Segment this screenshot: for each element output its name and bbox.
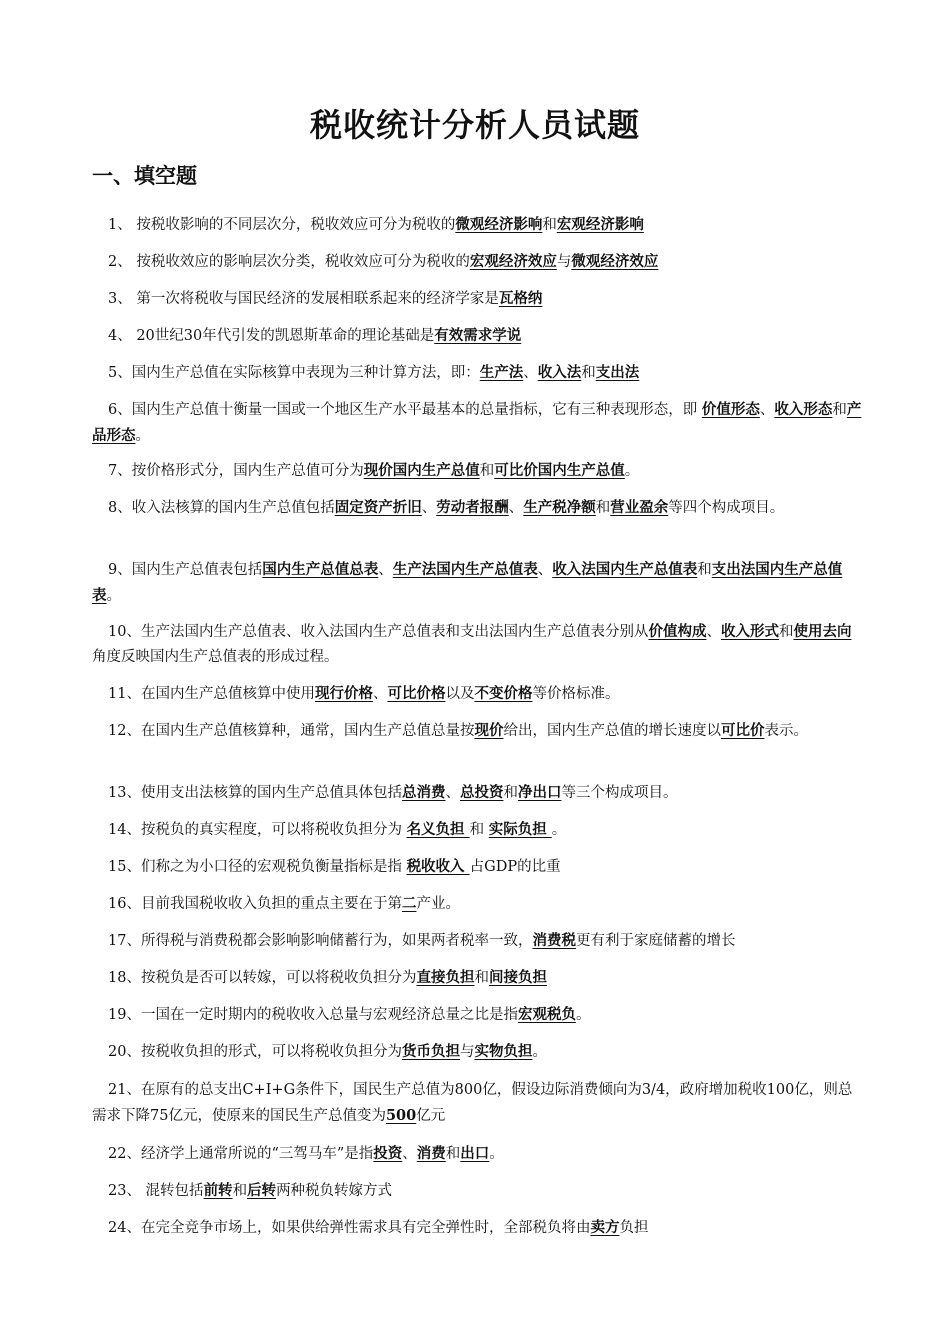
question-text: 和 — [503, 785, 518, 801]
answer-blank: 税收收入 — [406, 858, 470, 875]
question-text: 、 — [759, 402, 775, 418]
question-text: 角度反映国内生产总值表的形成过程。 — [92, 649, 339, 665]
answer-blank: 后转 — [247, 1182, 277, 1199]
answer-blank: 宏观经济影响 — [556, 216, 644, 233]
answer-blank: 直接负担 — [416, 969, 475, 986]
question-text: 。 — [532, 1044, 547, 1060]
question-text: 和 — [542, 217, 557, 233]
question-text: 和 — [469, 822, 489, 838]
question-text: 23、 混转包括 — [108, 1183, 204, 1199]
question-text: 等价格标准。 — [532, 686, 620, 702]
answer-blank: 消费税 — [532, 932, 576, 949]
question-text: 。 — [551, 822, 567, 838]
question-item — [92, 323, 862, 349]
question-text: 。 — [575, 1007, 591, 1023]
question-text: 与 — [556, 254, 572, 270]
question-text: 2、 按税收效应的影响层次分类，税收效应可分为税收的 — [108, 254, 470, 270]
question-text: 。 — [135, 428, 150, 444]
answer-blank: 固定资产折旧 — [334, 499, 422, 516]
question-text: 14、按税负的真实程度，可以将税收负担分为 — [108, 822, 407, 838]
question-item — [92, 495, 862, 521]
question-text: 等三个构成项目。 — [561, 785, 678, 801]
question-item — [92, 249, 862, 275]
answer-blank: 可比价 — [720, 722, 765, 739]
answer-blank: 不变价格 — [474, 685, 533, 702]
question-text: 和 — [474, 970, 489, 986]
question-text: 等四个构成项目。 — [668, 500, 785, 516]
question-item — [92, 360, 862, 386]
answer-blank: 收入法 — [537, 364, 582, 381]
question-text: 19、一国在一定时期内的税收收入总量与宏观经济总量之比是指 — [108, 1007, 518, 1023]
question-text: 产业。 — [416, 896, 460, 912]
question-text: 16、目前我国税收收入负担的重点主要在于第 — [108, 896, 402, 912]
question-text: 亿元 — [416, 1108, 446, 1124]
answer-blank: 支出法 — [595, 364, 640, 381]
answer-blank: 宏观税负 — [517, 1006, 576, 1023]
answer-blank: 二 — [401, 895, 417, 912]
answer-blank: 产品形态 — [92, 401, 862, 444]
question-text: 10、生产法国内生产总值表、收入法国内生产总值表和支出法国内生产总值表分别从 — [108, 624, 649, 640]
question-text: 给出，国内生产总值的增长速度以 — [503, 723, 721, 739]
question-text: 和 — [778, 624, 794, 640]
question-text: 4、 20世纪30年代引发的凯恩斯革命的理论基础是 — [108, 328, 435, 344]
answer-blank: 投资 — [373, 1145, 403, 1162]
answer-blank: 国内生产总值总表 — [262, 561, 379, 578]
answer-blank: 瓦格纳 — [498, 290, 543, 307]
question-item — [92, 1078, 862, 1129]
question-text: 表示。 — [764, 723, 808, 739]
question-text: 。 — [624, 463, 640, 479]
question-text: 、 — [508, 500, 524, 516]
question-text: 8、收入法核算的国内生产总值包括 — [108, 500, 335, 516]
question-text: 和 — [581, 365, 596, 381]
question-text: 21、在原有的总支出C+I+G条件下，国民生产总值为800亿，假设边际消费倾向为3/4，政府增加税收100亿，则总需求下降75亿元，使原来的国民生产总值变为 — [92, 1082, 853, 1124]
page-title: 税收统计分析人员试题 — [309, 106, 640, 144]
answer-blank: 间接负担 — [488, 969, 547, 986]
section-heading: 一、填空题 — [92, 164, 197, 188]
answer-blank: 生产税净额 — [523, 499, 596, 516]
answer-blank: 前转 — [203, 1182, 233, 1199]
answer-blank: 收入法国内生产总值表 — [552, 561, 698, 578]
question-item — [92, 286, 862, 312]
question-item — [92, 1039, 862, 1065]
question-item — [92, 458, 862, 484]
question-text: 负担 — [619, 1220, 649, 1236]
answer-blank: 微观经济影响 — [455, 216, 543, 233]
question-text: 、 — [402, 1146, 417, 1162]
question-item — [92, 965, 862, 991]
answer-blank: 可比价格 — [387, 685, 446, 702]
answer-blank: 货币负担 — [401, 1043, 460, 1060]
question-text: 17、所得税与消费税都会影响影响储蓄行为，如果两者税率一致， — [108, 933, 533, 949]
answer-blank: 实际负担 — [488, 821, 552, 838]
answer-blank: 净出口 — [517, 784, 562, 801]
question-text: 更有利于家庭储蓄的增长 — [575, 933, 736, 949]
question-item — [92, 1002, 862, 1028]
question-text: 和 — [697, 562, 712, 578]
question-text: 、 — [537, 562, 553, 578]
question-text: 与 — [459, 1044, 475, 1060]
question-text: 和 — [832, 402, 847, 418]
answer-blank: 价值形态 — [701, 401, 760, 418]
question-text: 、 — [372, 686, 388, 702]
question-text: 。 — [489, 1146, 504, 1162]
question-text: 和 — [445, 1146, 461, 1162]
question-text: 和 — [479, 463, 495, 479]
question-text: 和 — [595, 500, 611, 516]
question-text: 24、在完全竞争市场上，如果供给弹性需求具有完全弹性时，全部税负将由 — [108, 1220, 591, 1236]
question-text: 13、使用支出法核算的国内生产总值具体包括 — [108, 785, 402, 801]
answer-blank: 价值构成 — [648, 623, 707, 640]
question-text: 7、按价格形式分，国内生产总值可分为 — [108, 463, 364, 479]
answer-blank: 实物负担 — [474, 1043, 533, 1060]
answer-blank: 消费 — [416, 1145, 446, 1162]
question-item — [92, 854, 862, 880]
question-text: 22、经济学上通常所说的“三驾马车”是指 — [108, 1146, 374, 1162]
question-item — [92, 718, 862, 744]
question-text: 18、按税负是否可以转嫁，可以将税收负担分为 — [108, 970, 417, 986]
answer-blank: 微观经济效应 — [571, 253, 659, 270]
question-text: 11、在国内生产总值核算中使用 — [108, 686, 315, 702]
question-text: 3、 第一次将税收与国民经济的发展相联系起来的经济学家是 — [108, 291, 499, 307]
question-item — [92, 212, 862, 238]
question-item — [92, 681, 862, 707]
question-text: 12、在国内生产总值核算种，通常，国内生产总值总量按 — [108, 723, 475, 739]
answer-blank: 生产法 — [479, 364, 524, 381]
question-item — [92, 891, 862, 917]
question-text: 占GDP的比重 — [469, 859, 561, 875]
answer-blank: 出口 — [460, 1145, 490, 1162]
question-item — [92, 1141, 862, 1167]
question-text: 两种税负转嫁方式 — [276, 1183, 393, 1199]
question-text: 、 — [523, 365, 538, 381]
answer-blank: 使用去向 — [793, 623, 852, 640]
question-text: 和 — [232, 1183, 248, 1199]
question-text: 、 — [421, 500, 437, 516]
question-text: 6、国内生产总值十衡量一国或一个地区生产水平最基本的总量指标，它有三种表现形态，即 — [108, 402, 702, 418]
answer-blank: 500 — [385, 1107, 417, 1124]
question-item — [92, 780, 862, 806]
answer-blank: 收入形式 — [720, 623, 779, 640]
question-text: 15、们称之为小口径的宏观税负衡量指标是指 — [108, 859, 407, 875]
question-text: 、 — [378, 562, 393, 578]
answer-blank: 劳动者报酬 — [436, 499, 509, 516]
question-item — [92, 1215, 862, 1241]
question-text: 。 — [106, 588, 121, 604]
answer-blank: 支出法国内生产总值表 — [92, 561, 843, 604]
question-item — [92, 928, 862, 954]
question-text: 1、 按税收影响的不同层次分，税收效应可分为税收的 — [108, 217, 456, 233]
question-item — [92, 397, 862, 449]
answer-blank: 生产法国内生产总值表 — [392, 561, 538, 578]
question-item — [92, 619, 862, 670]
question-text: 以及 — [445, 686, 475, 702]
answer-blank: 现价 — [474, 722, 504, 739]
question-item — [92, 817, 862, 843]
answer-blank: 现价国内生产总值 — [363, 462, 480, 479]
question-item — [92, 557, 862, 609]
question-text: 、 — [706, 624, 721, 640]
answer-blank: 名义负担 — [406, 821, 470, 838]
question-text: 9、国内生产总值表包括 — [108, 562, 263, 578]
question-item — [92, 1178, 862, 1204]
answer-blank: 总消费 — [401, 784, 446, 801]
question-text: 20、按税收负担的形式，可以将税收负担分为 — [108, 1044, 402, 1060]
answer-blank: 现行价格 — [314, 685, 373, 702]
question-text: 、 — [445, 785, 460, 801]
answer-blank: 营业盈余 — [610, 499, 669, 516]
answer-blank: 宏观经济效应 — [469, 253, 557, 270]
answer-blank: 可比价国内生产总值 — [494, 462, 625, 479]
question-text: 5、国内生产总值在实际核算中表现为三种计算方法，即： — [108, 365, 480, 381]
answer-blank: 卖方 — [590, 1219, 620, 1236]
answer-blank: 有效需求学说 — [434, 327, 522, 344]
answer-blank: 收入形态 — [774, 401, 833, 418]
answer-blank: 总投资 — [459, 784, 504, 801]
